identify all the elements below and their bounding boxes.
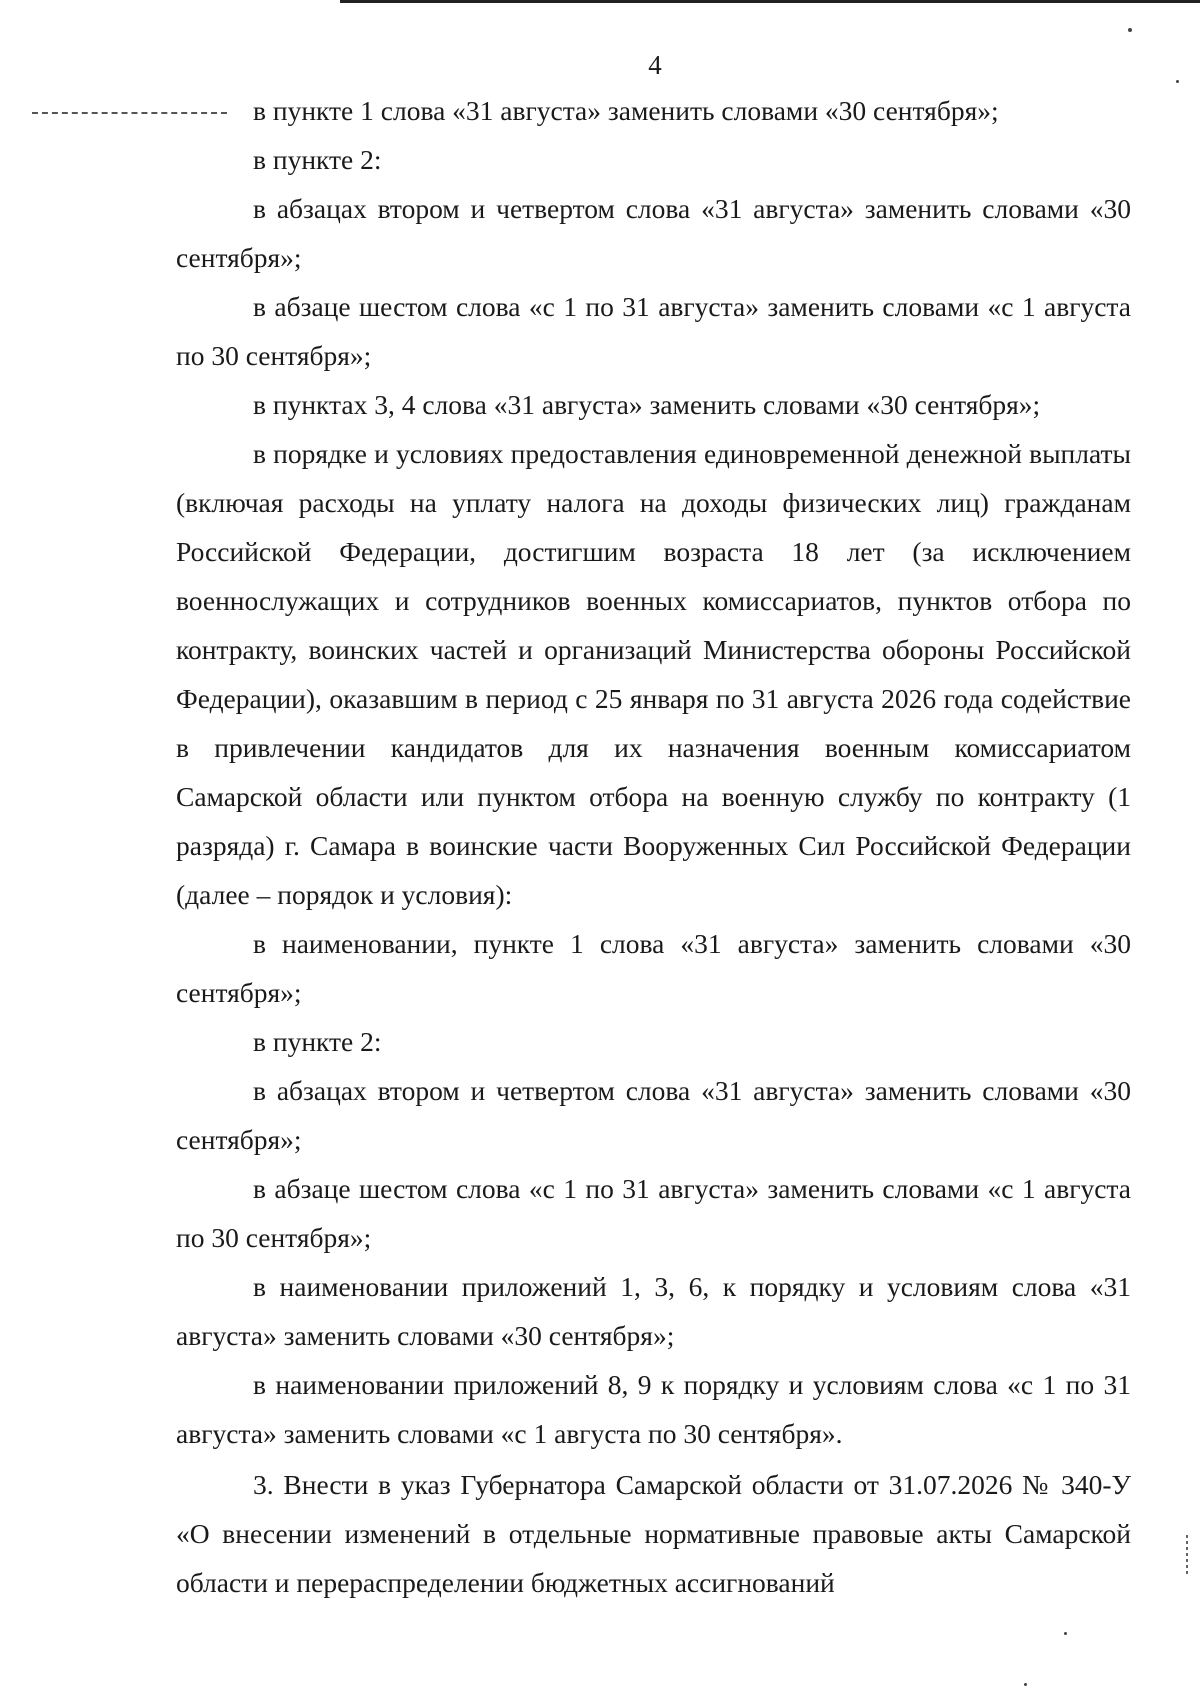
paragraph: в абзаце шестом слова «с 1 по 31 августа» заменить словами «с 1 августа по 30 сентября»; xyxy=(176,291,1131,371)
scan-speck xyxy=(1064,1632,1067,1635)
paragraph: в пункте 2: xyxy=(253,1026,382,1057)
paragraph: в абзацах втором и четвертом слова «31 августа» заменить словами «30 сентября»; xyxy=(176,1075,1131,1155)
paragraph: в абзацах втором и четвертом слова «31 августа» заменить словами «30 сентября»; xyxy=(176,193,1131,273)
scan-edge-mark xyxy=(1186,1535,1188,1577)
paragraph: в пунктах 3, 4 слова «31 августа» заменить словами «30 сентября»; xyxy=(253,389,1041,420)
paragraph: в пункте 2: xyxy=(253,144,382,175)
paragraph: в наименовании приложений 1, 3, 6, к порядку и условиям слова «31 августа» заменить словами «30 сентября»; xyxy=(176,1271,1131,1351)
paragraph: в порядке и условиях предоставления единовременной денежной выплаты (включая расходы на уплату налога на доходы физических лиц) гражданам Российской Федерации, достигшим возраста 18 лет (за исключением военнослужащих и сотрудников военных комиссариатов, пунктов отбора по контракту, воинских частей и организаций Министерства обороны Российской Федерации), оказавшим в период с 25 января по 31 августа 2026 года содействие в привлечении кандидатов для их назначения военным комиссариатом Самарской области или пунктом отбора на военную службу по контракту (1 разряда) г. Самара в воинские части Вооруженных Сил Российской Федерации (далее – порядок и условия): xyxy=(176,438,1131,910)
scan-top-rule xyxy=(340,0,1200,3)
paragraph: в пункте 1 слова «31 августа» заменить словами «30 сентября»; xyxy=(253,95,999,126)
scan-speck xyxy=(1128,28,1132,32)
paragraph: в наименовании приложений 8, 9 к порядку и условиям слова «с 1 по 31 августа» заменить словами «с 1 августа по 30 сентября». xyxy=(176,1369,1131,1449)
paragraph: в наименовании, пункте 1 слова «31 августа» заменить словами «30 сентября»; xyxy=(176,928,1131,1008)
paragraph: в абзаце шестом слова «с 1 по 31 августа» заменить словами «с 1 августа по 30 сентября»; xyxy=(176,1173,1131,1253)
paragraph: 3. Внести в указ Губернатора Самарской области от 31.07.2026 № 340-У «О внесении изменений в отдельные нормативные правовые акты Самарской области и перераспределении бюджетных ассигнований xyxy=(176,1469,1131,1598)
scan-speck xyxy=(1024,1683,1027,1686)
document-body xyxy=(176,86,1131,1607)
page-number: 4 xyxy=(648,50,662,80)
